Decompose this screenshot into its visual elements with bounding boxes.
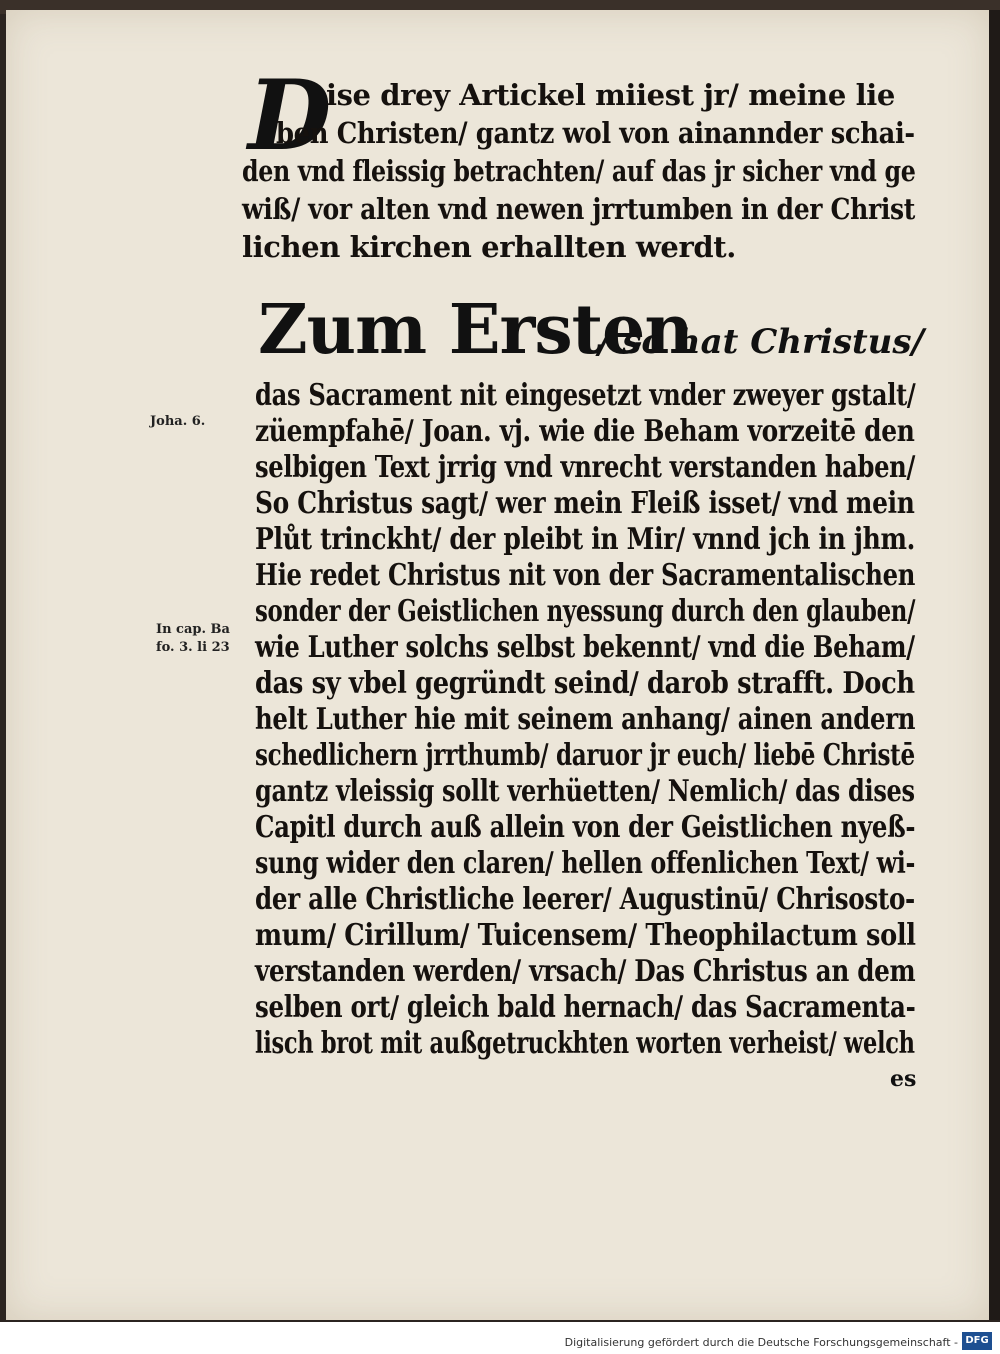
body-line: selbigen Text jrrig vnd vnrecht verstanden haben/ (255, 450, 915, 485)
body-line: verstanden werden/ vrsach/ Das Christus an dem (255, 954, 916, 989)
body-line: mum/ Cirillum/ Tuicensem/ Theophilactum soll (255, 918, 916, 953)
body-line: Capitl durch auß allein von der Geistlichen nyeß- (255, 810, 916, 845)
body-line: das sy vbel gegründt seind/ darob strafft. Doch (255, 666, 915, 701)
margin-note-cap-line2: fo. 3. li 23 (156, 640, 230, 655)
intro-line-2: ben Christen/ gantz wol von ainannder schai- (276, 116, 915, 150)
body-line: Plůt trinckht/ der pleibt in Mir/ vnnd jch in jhm. (255, 522, 915, 557)
intro-line-4: wiß/ vor alten vnd newen jrrtumben in der Christ (242, 192, 916, 226)
body-line: So Christus sagt/ wer mein Fleiß isset/ vnd mein (255, 486, 915, 521)
body-line: schedlichern jrrthumb/ daruor jr euch/ liebē Christē (255, 738, 915, 773)
catchword: es (890, 1066, 917, 1092)
intro-line-3: den vnd fleissig betrachten/ auf das jr sicher vnd ge (242, 154, 916, 188)
margin-note-cap-line1: In cap. Ba (156, 622, 230, 637)
body-line: der alle Christliche leerer/ Augustinū/ Chrisosto- (255, 882, 915, 917)
body-line: sonder der Geistlichen nyessung durch den glauben/ (255, 594, 916, 629)
body-line: helt Luther hie mit seinem anhang/ ainen andern (255, 702, 916, 737)
body-line: wie Luther solchs selbst bekennt/ vnd die Beham/ (255, 630, 915, 665)
dfg-logo[interactable]: DFG (962, 1332, 992, 1350)
body-line: gantz vleissig sollt verhüetten/ Nemlich/ das dises (255, 774, 915, 809)
footer-credit-text: Digitalisierung gefördert durch die Deutsche Forschungsgemeinschaft - (564, 1336, 958, 1349)
section-heading-continuation: / so hat Christus/ (598, 322, 924, 362)
section-heading: Zum Ersten (258, 290, 693, 370)
decorated-initial: D (248, 59, 332, 172)
intro-line-5: lichen kirchen erhallten werdt. (242, 230, 736, 264)
body-line: selben ort/ gleich bald hernach/ das Sacramenta- (255, 990, 916, 1025)
body-line: züempfahē/ Joan. vj. wie die Beham vorzeitē den (255, 414, 915, 449)
digitization-footer (0, 1322, 1000, 1354)
body-line: lisch brot mit außgetruckhten worten verheist/ welch (255, 1026, 915, 1061)
margin-note-joha: Joha. 6. (150, 414, 206, 429)
body-line: das Sacrament nit eingesetzt vnder zweyer gstalt/ (255, 378, 916, 413)
intro-line-1: ise drey Artickel miiest jr/ meine lie (326, 78, 895, 112)
body-line: Hie redet Christus nit von der Sacramentalischen (255, 558, 916, 593)
body-line: sung wider den claren/ hellen offenlichen Text/ wi- (255, 846, 916, 881)
